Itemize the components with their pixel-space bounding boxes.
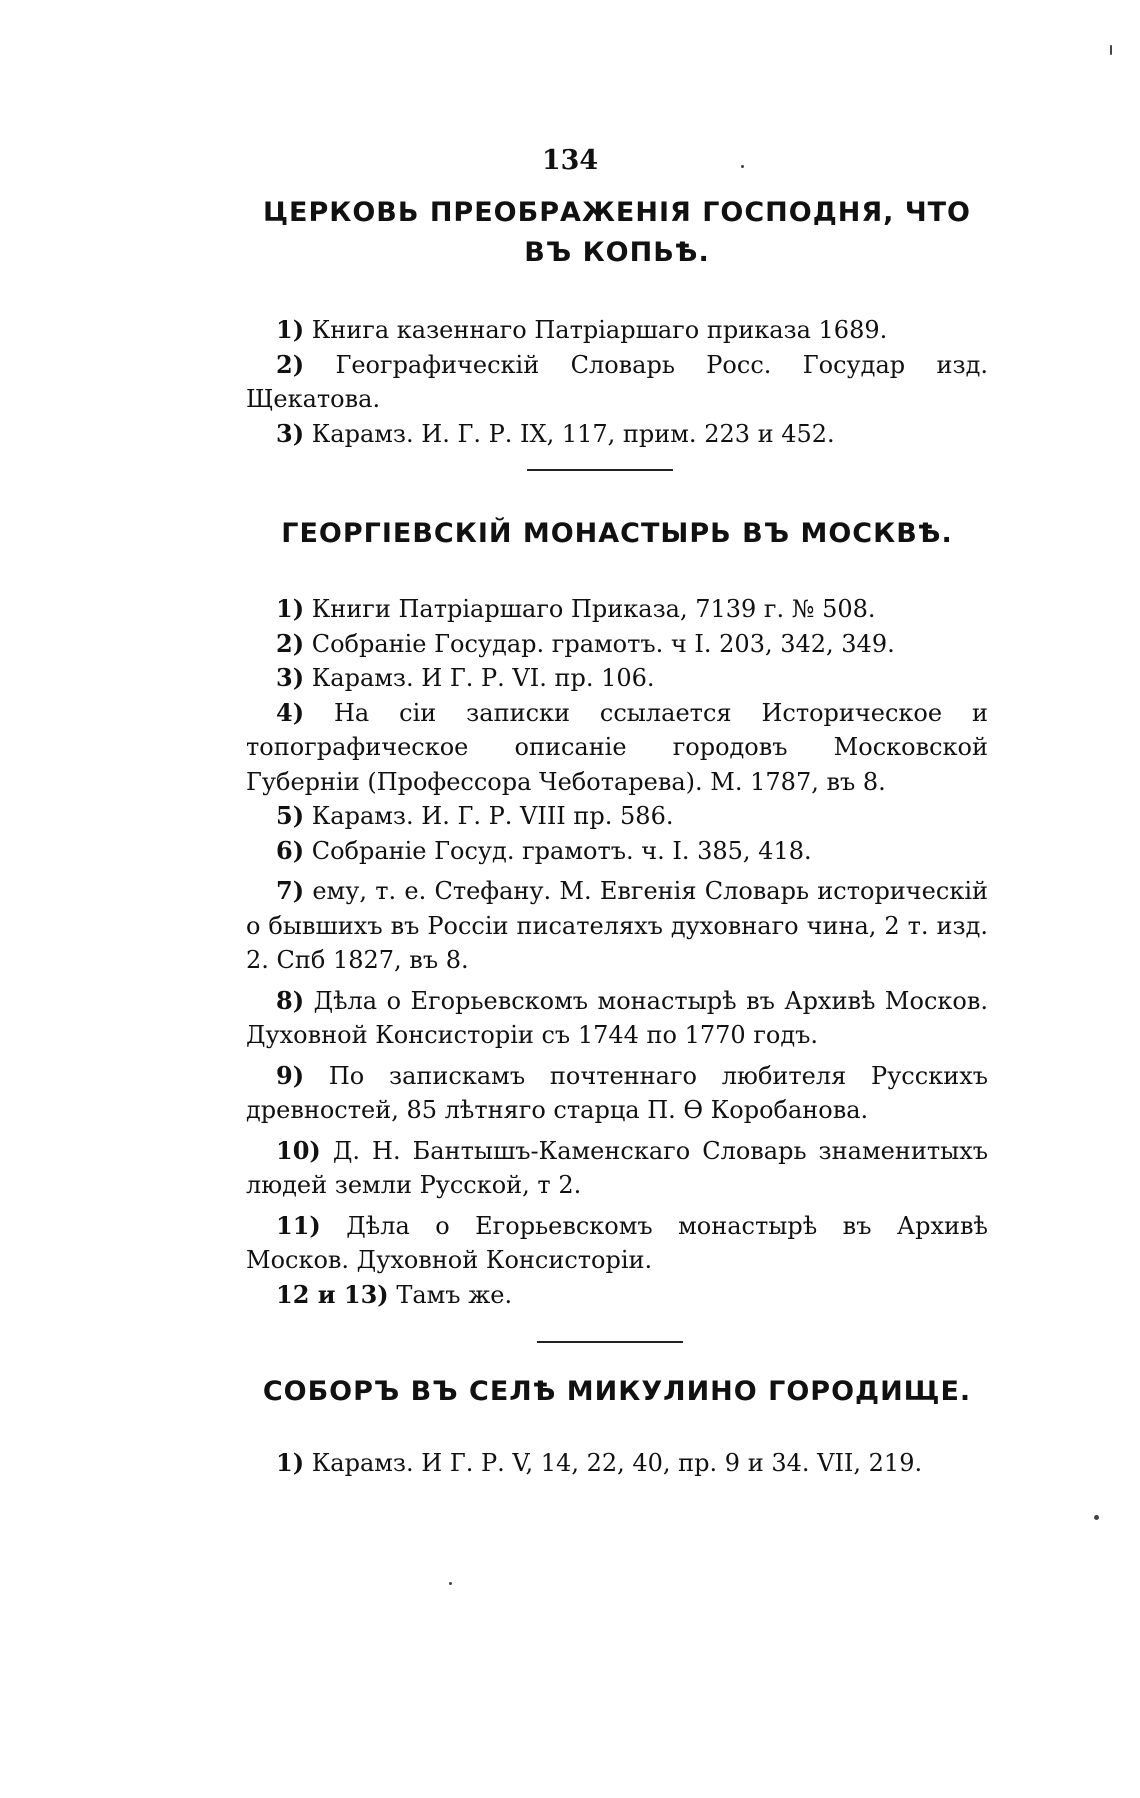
footnote-text: Дѣла о Егорьевскомъ монастырѣ въ Архивѣ Москов. Духовной Консисторіи съ 1744 по 1770 годъ.: [246, 986, 988, 1049]
section-divider: [527, 469, 673, 471]
footnote-text: На сіи записки ссылается Историческое и топографическое описаніе городовъ Московской Губерніи (Профессора Чеботарева). М. 1787, въ 8.: [246, 698, 988, 796]
footnote-text: Карамз. И. Г. Р. VIII пр. 586.: [311, 802, 674, 830]
footnote: [246, 627, 988, 662]
footnote-text: Собраніе Государ. грамотъ. ч I. 203, 342, 349.: [311, 629, 895, 658]
scan-speck: [449, 1582, 452, 1585]
footnote-number: 11): [276, 1210, 321, 1240]
footnote: [246, 696, 988, 800]
footnote: [246, 417, 988, 452]
footnote-list: [246, 313, 988, 451]
footnote-text: Тамъ же.: [396, 1280, 513, 1309]
footnote: [246, 1134, 988, 1203]
section-church-preobrazhenie: [246, 193, 988, 451]
scan-speck: [1094, 1515, 1099, 1520]
section-mikulino-cathedral: [246, 1372, 988, 1481]
footnote-text: Собраніе Госуд. грамотъ. ч. I. 385, 418.: [311, 836, 812, 865]
footnote-number: 1): [276, 1448, 305, 1477]
footnote: [246, 1209, 988, 1278]
footnote-number: 6): [276, 835, 305, 865]
footnote-text: Карамз. И Г. Р. VI. пр. 106.: [311, 664, 655, 692]
footnote-number: 7): [276, 876, 305, 905]
footnote-text: Дѣла о Егорьевскомъ монастырѣ въ Архивѣ Москов. Духовной Консисторіи.: [246, 1211, 988, 1274]
footnote-number: 4): [276, 697, 305, 727]
footnote-number: 3): [276, 418, 305, 448]
footnote-text: ему, т. е. Стефану. М. Евгенія Словарь историческій о бывшихъ въ Россіи писателяхъ духовнаго чина, 2 т. изд. 2. Спб 1827, въ 8.: [246, 877, 988, 974]
footnote: [246, 348, 988, 417]
footnote: [246, 661, 988, 696]
footnote: [246, 984, 988, 1053]
footnote-number: 12 и 13): [276, 1279, 389, 1309]
footnote: [246, 799, 988, 834]
section-heading: ГЕОРГІЕВСКІЙ МОНАСТЫРЬ ВЪ МОСКВѢ.: [281, 518, 953, 549]
footnote-list: [246, 592, 988, 1312]
footnote-text: По запискамъ почтеннаго любителя Русскихъ древностей, 85 лѣтняго старца П. Ѳ Коробанова.: [246, 1061, 988, 1124]
footnote-text: Книги Патріаршаго Приказа, 7139 г. № 508.: [311, 595, 876, 623]
footnote-number: 9): [276, 1060, 305, 1090]
footnote: [246, 1278, 988, 1313]
footnote-text: Карамз. И Г. Р. V, 14, 22, 40, пр. 9 и 34. VII, 219.: [311, 1449, 923, 1477]
footnote-number: 2): [276, 349, 305, 379]
section-divider: [537, 1341, 683, 1343]
footnote: [246, 1059, 988, 1128]
scan-speck: [1110, 45, 1112, 55]
footnote-number: 5): [276, 801, 305, 830]
scan-speck: [741, 165, 744, 168]
footnote-text: Д. Н. Бантышъ-Каменскаго Словарь знаменитыхъ людей земли Русской, т 2.: [246, 1136, 989, 1199]
footnote-text: Книга казеннаго Патріаршаго приказа 1689.: [311, 316, 888, 344]
footnote: [246, 874, 988, 978]
footnote-number: 10): [276, 1135, 321, 1165]
footnote-number: 1): [276, 315, 305, 344]
section-heading: ЦЕРКОВЬ ПРЕОБРАЖЕНІЯ ГОСПОДНЯ, ЧТО ВЪ КОПЬѢ.: [262, 197, 972, 268]
footnote-text: Карамз. И. Г. Р. IX, 117, прим. 223 и 452.: [311, 419, 835, 448]
footnote-text: Географическій Словарь Росс. Государ изд. Щекатова.: [246, 350, 988, 413]
page-number: 134: [541, 145, 599, 176]
footnote-list: [246, 1446, 988, 1481]
footnote: [246, 592, 988, 627]
section-heading: СОБОРЪ ВЪ СЕЛѢ МИКУЛИНО ГОРОДИЩЕ.: [262, 1376, 972, 1407]
footnote: [246, 313, 988, 348]
footnote-number: 3): [276, 663, 305, 692]
footnote-number: 2): [276, 628, 305, 658]
footnote-number: 8): [276, 985, 305, 1015]
footnote: [246, 1446, 988, 1481]
footnote-number: 1): [276, 594, 305, 623]
footnote: [246, 834, 988, 869]
section-georgievsky-monastery: [246, 514, 988, 1312]
